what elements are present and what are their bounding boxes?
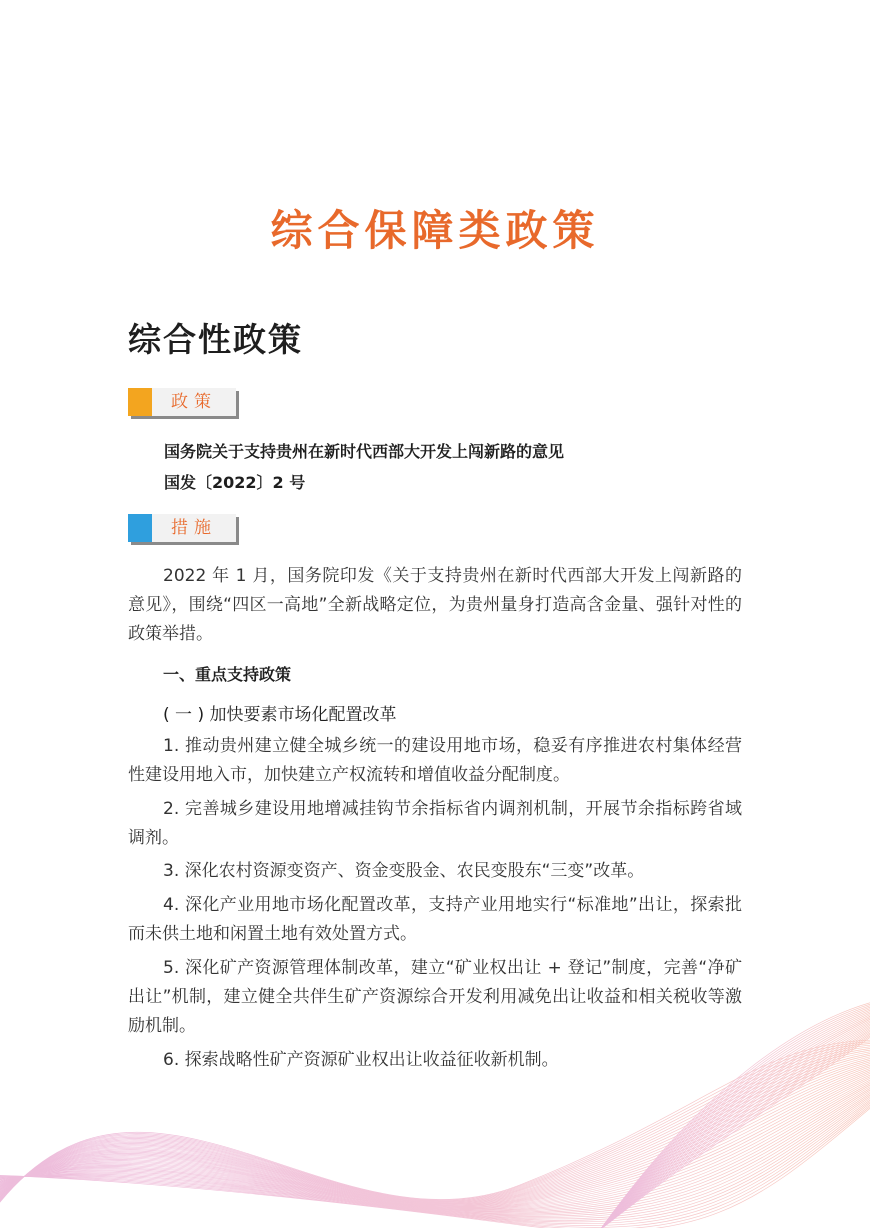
measures-tag-label: 措施	[171, 518, 217, 538]
heading-key-policies: 一、重点支持政策	[163, 665, 292, 684]
policy-document-name: 国务院关于支持贵州在新时代西部大开发上闯新路的意见	[164, 442, 565, 461]
policy-tag-label: 政策	[171, 392, 217, 412]
wave-line	[0, 1058, 870, 1205]
heading-factor-market-reform: ( 一 ) 加快要素市场化配置改革	[163, 705, 397, 725]
measures-tag	[128, 514, 240, 546]
policy-document-number: 国发〔2022〕2 号	[164, 473, 306, 492]
measures-tag-accent	[128, 514, 152, 542]
page-title: 综合保障类政策	[270, 206, 600, 255]
list-item: 3. 深化农村资源变资产、资金变股金、农民变股东“三变”改革。	[163, 861, 645, 881]
list-item: 5. 深化矿产资源管理体制改革，建立“矿业权出让 + 登记”制度，完善“净矿出让”机制，建立健全共伴生矿产资源综合开发利用减免出让收益和相关税收等激励机制。	[128, 958, 742, 1036]
policy-tag	[128, 388, 240, 420]
policy-tag-accent	[128, 388, 152, 416]
intro-paragraph: 2022 年 1 月，国务院印发《关于支持贵州在新时代西部大开发上闯新路的意见》，围绕“四区一高地”全新战略定位，为贵州量身打造高含金量、强针对性的政策举措。	[128, 566, 742, 644]
section-title: 综合性政策	[128, 320, 303, 359]
list-item: 2. 完善城乡建设用地增减挂钩节余指标省内调剂机制，开展节余指标跨省域调剂。	[128, 799, 742, 848]
list-item: 4. 深化产业用地市场化配置改革，支持产业用地实行“标准地”出让，探索批而未供土地和闲置土地有效处置方式。	[128, 895, 742, 944]
list-item: 6. 探索战略性矿产资源矿业权出让收益征收新机制。	[163, 1050, 559, 1070]
list-item: 1. 推动贵州建立健全城乡统一的建设用地市场，稳妥有序推进农村集体经营性建设用地入市，加快建立产权流转和增值收益分配制度。	[128, 736, 742, 785]
